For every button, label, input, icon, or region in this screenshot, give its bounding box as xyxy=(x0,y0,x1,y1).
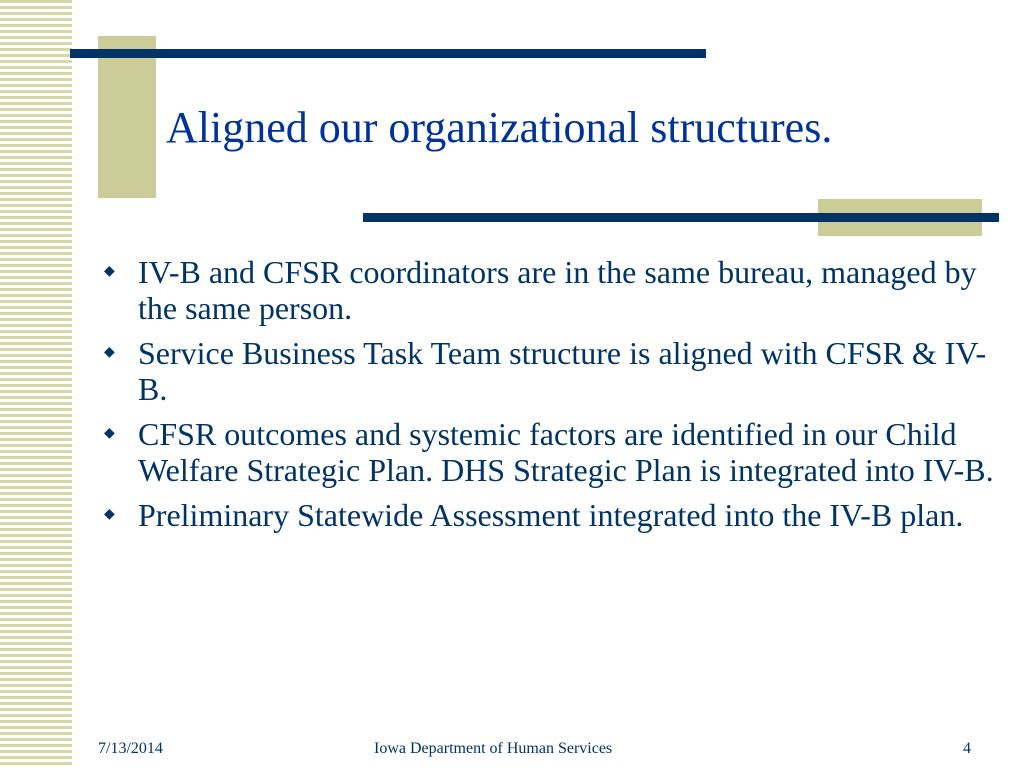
diamond-bullet-icon: ◆ xyxy=(104,426,115,441)
bullet-text: Service Business Task Team structure is aligned with CFSR & IV-B. xyxy=(138,335,987,407)
bullet-item xyxy=(104,254,994,326)
bullet-item xyxy=(104,335,994,407)
top-title-bar xyxy=(70,49,706,58)
diamond-bullet-icon: ◆ xyxy=(104,264,115,279)
bullet-item xyxy=(104,497,994,533)
title-accent-block xyxy=(98,36,156,198)
diamond-bullet-icon: ◆ xyxy=(104,345,115,360)
slide-title: Aligned our organizational structures. xyxy=(166,103,833,152)
footer-page-number: 4 xyxy=(963,740,971,757)
bullet-list xyxy=(104,254,994,542)
decorative-stripes xyxy=(0,0,72,768)
diamond-bullet-icon: ◆ xyxy=(104,507,115,522)
footer-date: 7/13/2014 xyxy=(98,740,163,757)
bullet-text: CFSR outcomes and systemic factors are identified in our Child Welfare Strategic Plan. DHS Strategic Plan is integrated into IV-B. xyxy=(138,416,994,488)
bullet-text: IV-B and CFSR coordinators are in the same bureau, managed by the same person. xyxy=(138,254,977,326)
bottom-title-bar xyxy=(363,213,999,222)
bullet-text: Preliminary Statewide Assessment integrated into the IV-B plan. xyxy=(138,497,964,533)
footer-organization: Iowa Department of Human Services xyxy=(374,740,613,757)
bullet-item xyxy=(104,416,994,488)
